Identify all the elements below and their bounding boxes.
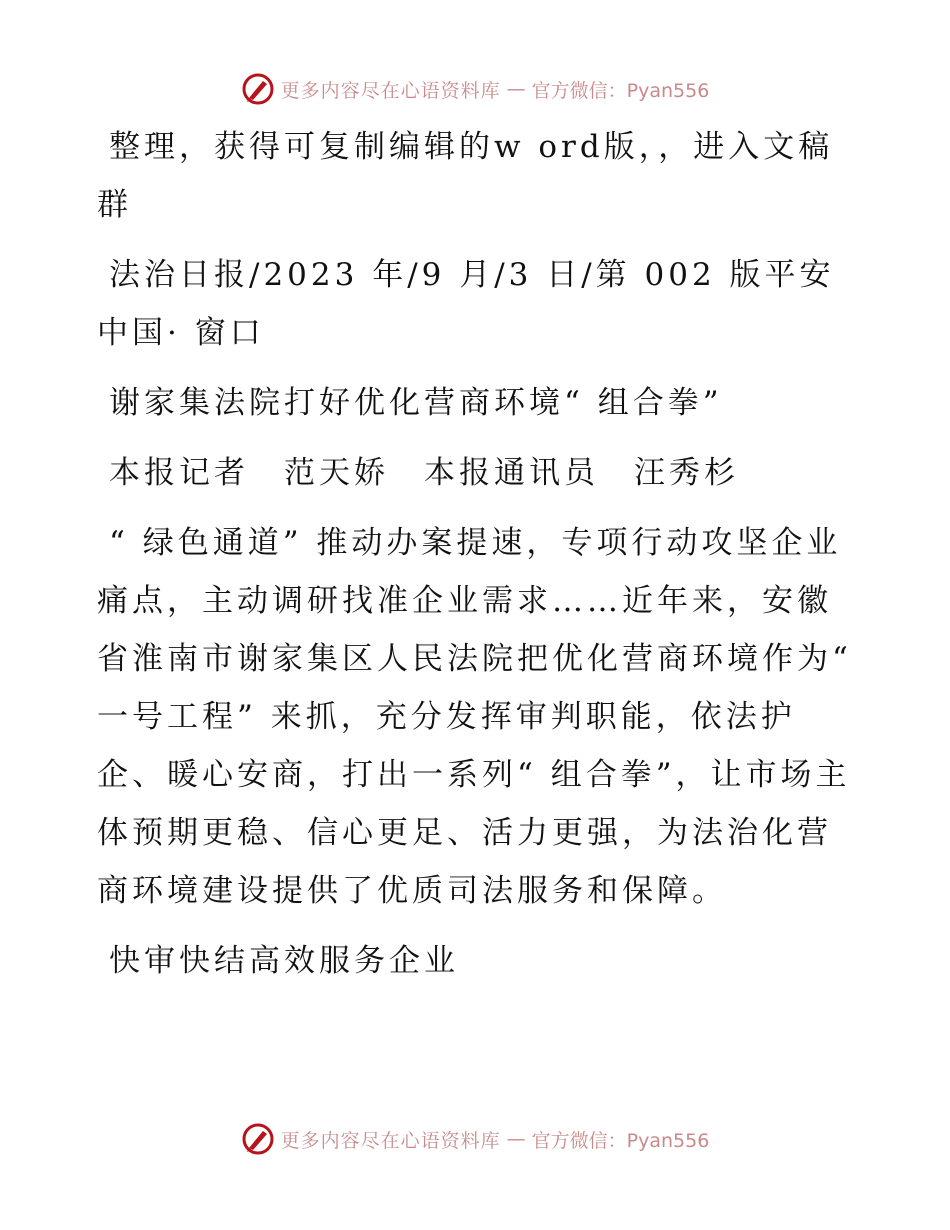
- footer-watermark: [0, 1122, 950, 1156]
- pen-logo-icon: [241, 1122, 275, 1156]
- section-heading: 快审快结高效服务企业: [109, 943, 459, 979]
- watermark-wechat: 官方微信：Pyan556: [531, 1129, 710, 1152]
- watermark-dash: —: [506, 1128, 526, 1150]
- article-byline: 本报记者 范天娇 本报通讯员 汪秀杉: [109, 455, 739, 491]
- pen-logo-icon: [241, 72, 275, 106]
- document-body: [97, 118, 857, 1002]
- watermark-text: 更多内容尽在心语资料库: [280, 79, 501, 102]
- paragraph-source: 法治日报/2023 年/9 月/3 日/第 002 版平安中国· 窗口: [97, 257, 835, 351]
- watermark-text: 更多内容尽在心语资料库: [280, 1129, 501, 1152]
- paragraph-intro: 整理，获得可复制编辑的w ord版，，进入文稿群: [97, 129, 834, 223]
- paragraph-lead: “ 绿色通道” 推动办案提速，专项行动攻坚企业痛点，主动调研找准企业需求……近年来，安徽省淮南市谢家集区人民法院把优化营商环境作为“ 一号工程” 来抓，充分发挥审判职能，依法护企、暖心安商，打出一系列“ 组合拳”，让市场主体预期更稳、信心更足、活力更强，为法治化营商环境建设提供了优质司法服务和保障。: [97, 525, 852, 909]
- article-title: 谢家集法院打好优化营商环境“ 组合拳”: [109, 385, 723, 421]
- watermark-dash: —: [506, 78, 526, 100]
- watermark-wechat: 官方微信：Pyan556: [531, 79, 710, 102]
- header-watermark: [0, 72, 950, 106]
